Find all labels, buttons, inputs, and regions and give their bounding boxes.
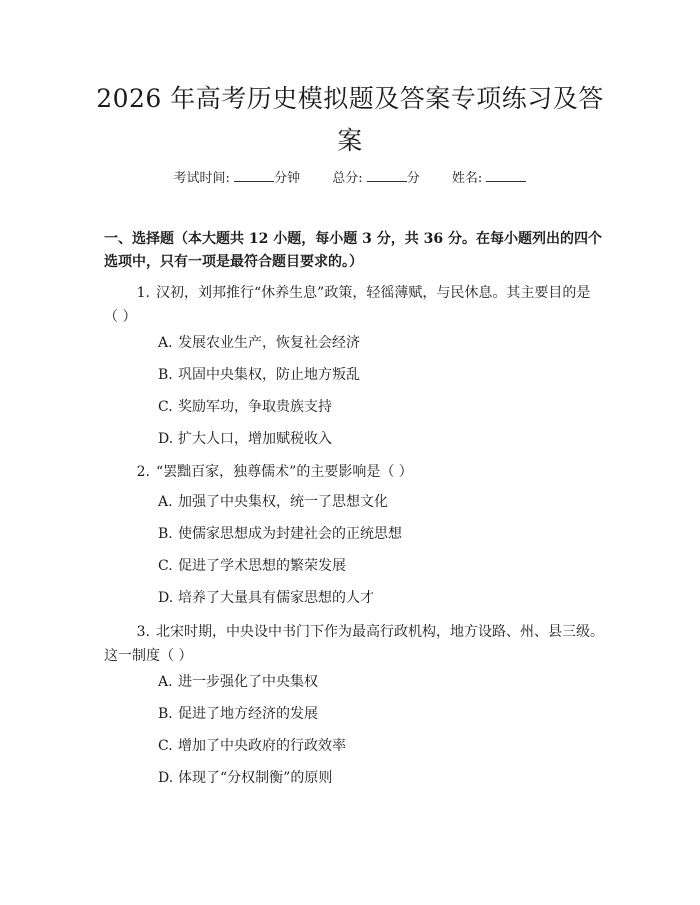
option-text: 加强了中央集权，统一了思想文化 <box>178 494 388 510</box>
option-1d <box>158 429 598 449</box>
option-text: 促进了学术思想的繁荣发展 <box>178 558 346 574</box>
total-score-unit: 分 <box>406 171 420 186</box>
option-3d <box>158 768 598 788</box>
question-stem: 汉初，刘邦推行“休养生息”政策，轻徭薄赋，与民休息。其主要目的是（ ） <box>104 285 591 325</box>
option-text: 使儒家思想成为封建社会的正统思想 <box>178 526 402 542</box>
option-2c <box>158 556 598 576</box>
option-letter: C. <box>158 399 173 415</box>
question-number: 3. <box>136 624 150 640</box>
option-letter: A. <box>158 674 173 690</box>
option-text: 扩大人口，增加赋税收入 <box>178 431 332 447</box>
option-text: 发展农业生产，恢复社会经济 <box>178 335 360 351</box>
option-1c <box>158 397 598 417</box>
question-stem: 北宋时期，中央设中书门下作为最高行政机构，地方设路、州、县三级。这一制度（ ） <box>104 624 604 664</box>
option-text: 促进了地方经济的发展 <box>178 706 318 722</box>
option-text: 奖励军功，争取贵族支持 <box>178 399 332 415</box>
page-title: 2026 年高考历史模拟题及答案专项练习及答案 <box>96 84 604 155</box>
option-letter: A. <box>158 494 173 510</box>
student-name-blank <box>486 168 526 182</box>
option-3b <box>158 704 598 724</box>
option-text: 进一步强化了中央集权 <box>178 674 318 690</box>
question-number: 2. <box>136 464 150 480</box>
option-letter: D. <box>158 590 174 606</box>
option-3c <box>158 736 598 756</box>
option-letter: C. <box>158 738 173 754</box>
section-heading: 一、选择题（本大题共 12 小题，每小题 3 分，共 36 分。在每小题列出的四个选项中，只有一项是最符合题目要求的。） <box>104 231 602 270</box>
exam-time-blank <box>234 168 274 182</box>
option-text: 培养了大量具有儒家思想的人才 <box>178 590 374 606</box>
exam-time-label: 考试时间: <box>173 171 230 186</box>
option-2d <box>158 588 598 608</box>
exam-time-unit: 分钟 <box>274 171 301 186</box>
option-letter: D. <box>158 770 174 786</box>
exam-time <box>174 171 305 186</box>
option-1b <box>158 365 598 385</box>
student-name-label: 姓名: <box>451 171 483 186</box>
exam-info-line <box>0 168 700 189</box>
option-text: 体现了“分权制衡”的原则 <box>178 770 333 786</box>
option-1a <box>158 333 598 353</box>
option-letter: D. <box>158 431 174 447</box>
total-score <box>332 171 424 186</box>
question-stem: “罢黜百家，独尊儒术”的主要影响是（ ） <box>156 464 413 480</box>
question-1 <box>104 281 604 329</box>
option-letter: B. <box>158 367 173 383</box>
student-name <box>452 171 527 186</box>
option-letter: C. <box>158 558 173 574</box>
question-3 <box>104 620 604 668</box>
option-3a <box>158 672 598 692</box>
option-text: 增加了中央政府的行政效率 <box>178 738 346 754</box>
option-letter: B. <box>158 526 173 542</box>
total-score-label: 总分: <box>332 171 363 186</box>
option-text: 巩固中央集权，防止地方叛乱 <box>178 367 360 383</box>
option-letter: B. <box>158 706 173 722</box>
option-letter: A. <box>158 335 173 351</box>
question-number: 1. <box>136 285 150 301</box>
option-2b <box>158 524 598 544</box>
question-2 <box>104 460 604 484</box>
total-score-blank <box>367 168 407 182</box>
option-2a <box>158 492 598 512</box>
